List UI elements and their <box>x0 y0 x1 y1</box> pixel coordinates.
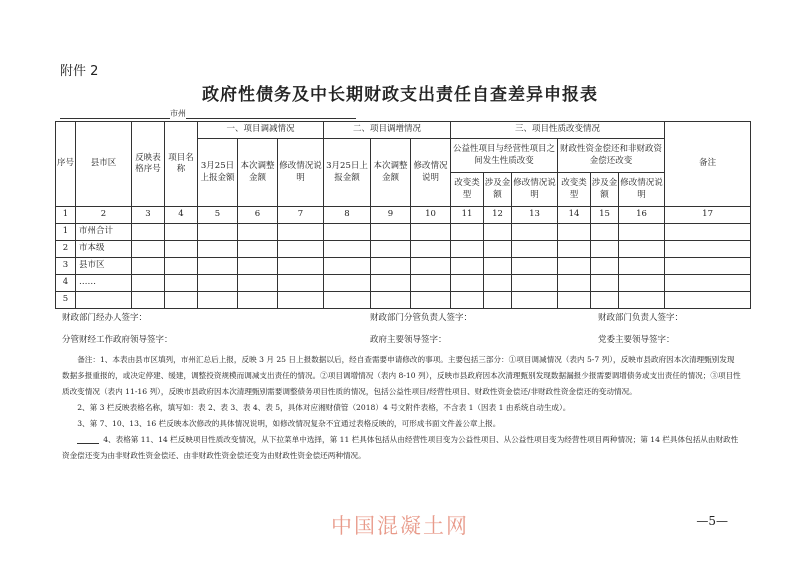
table-cell[interactable] <box>411 292 451 309</box>
table-cell[interactable] <box>198 241 238 258</box>
table-cell[interactable] <box>484 275 512 292</box>
header-county: 县市区 <box>76 122 132 207</box>
row-county: 县市区 <box>76 258 132 275</box>
header-g1-desc: 修改情况说明 <box>278 139 324 207</box>
header-change-type-2: 改变类型 <box>558 173 591 207</box>
col-number: 15 <box>591 207 619 224</box>
row-seq: 2 <box>56 241 76 258</box>
table-cell[interactable] <box>484 258 512 275</box>
table-cell[interactable] <box>371 258 411 275</box>
table-cell[interactable] <box>665 292 751 309</box>
table-row <box>56 275 751 292</box>
col-number: 5 <box>198 207 238 224</box>
table-cell[interactable] <box>132 241 165 258</box>
table-cell[interactable] <box>324 292 371 309</box>
table-cell[interactable] <box>132 275 165 292</box>
table-cell[interactable] <box>411 275 451 292</box>
table-cell[interactable] <box>371 292 411 309</box>
note-4 <box>62 432 742 464</box>
sig-gov-deputy: 分管财经工作政府领导签字： <box>62 335 173 345</box>
note-2: 2、第 3 栏反映表格名称，填写如：表 2、表 3、表 4、表 5，具体对应湘财债管（2018）4 号文附件表格，不含表 1（因表 1 由系统自动生成）。 <box>77 403 571 412</box>
table-row <box>56 292 751 309</box>
city-line <box>60 108 356 119</box>
table-cell[interactable] <box>198 258 238 275</box>
table-cell[interactable] <box>198 292 238 309</box>
col-number: 8 <box>324 207 371 224</box>
table-cell[interactable] <box>165 241 198 258</box>
table-row <box>56 224 751 241</box>
header-g2-reported: 3月25日上报金额 <box>324 139 371 207</box>
header-change-type-1: 改变类型 <box>451 173 484 207</box>
table-cell[interactable] <box>165 292 198 309</box>
table-cell[interactable] <box>558 292 591 309</box>
table-cell[interactable] <box>324 224 371 241</box>
table-cell[interactable] <box>665 258 751 275</box>
city-blank-2 <box>186 110 356 119</box>
table-cell[interactable] <box>198 275 238 292</box>
table-cell[interactable] <box>451 224 484 241</box>
page-number: —5— <box>696 514 728 528</box>
col-number: 12 <box>484 207 512 224</box>
note-3: 3、第 7、10、13、16 栏反映本次修改的具体情况说明，如修改情况复杂不宜通过表格反映的，可形成书面文件盖公章上报。 <box>77 419 501 428</box>
table-cell[interactable] <box>591 292 619 309</box>
table-cell[interactable] <box>619 292 665 309</box>
row-seq: 4 <box>56 275 76 292</box>
table-cell[interactable] <box>619 224 665 241</box>
header-group-decrease: 一、项目调减情况 <box>198 122 324 139</box>
table-cell[interactable] <box>278 258 324 275</box>
header-change-desc-2: 修改情况说明 <box>619 173 665 207</box>
col-number: 10 <box>411 207 451 224</box>
header-group-increase: 二、项目调增情况 <box>324 122 451 139</box>
sig-finance-deputy: 财政部门分管负责人签字： <box>370 313 473 323</box>
table-cell[interactable] <box>324 258 371 275</box>
header-group-nature-change: 三、项目性质改变情况 <box>451 122 665 139</box>
table-cell[interactable] <box>591 258 619 275</box>
table-cell[interactable] <box>238 258 278 275</box>
col-number: 1 <box>56 207 76 224</box>
table-cell[interactable] <box>371 275 411 292</box>
sig-gov-head: 政府主要领导签字： <box>370 335 447 345</box>
table-cell[interactable] <box>451 241 484 258</box>
header-form-seq: 反映表格序号 <box>132 122 165 207</box>
table-cell[interactable] <box>411 258 451 275</box>
table-cell[interactable] <box>512 258 558 275</box>
table-cell[interactable] <box>411 241 451 258</box>
table-cell[interactable] <box>665 224 751 241</box>
sig-finance-head: 财政部门负责人签字： <box>598 313 684 323</box>
sig-finance-handler: 财政部门经办人签字： <box>62 313 148 323</box>
city-suffix: 市州 <box>170 109 186 118</box>
table-cell[interactable] <box>238 224 278 241</box>
table-cell[interactable] <box>278 275 324 292</box>
header-remark: 备注 <box>665 122 751 207</box>
table-cell[interactable] <box>165 224 198 241</box>
row-county: 市州合计 <box>76 224 132 241</box>
table-cell[interactable] <box>411 224 451 241</box>
table-cell[interactable] <box>132 224 165 241</box>
col-number: 4 <box>165 207 198 224</box>
table-cell[interactable] <box>278 292 324 309</box>
table-cell[interactable] <box>451 258 484 275</box>
col-number: 11 <box>451 207 484 224</box>
table-cell[interactable] <box>238 292 278 309</box>
table-cell[interactable] <box>278 224 324 241</box>
table-cell[interactable] <box>591 224 619 241</box>
row-county: …… <box>76 275 132 292</box>
table-cell[interactable] <box>665 275 751 292</box>
table-cell[interactable] <box>484 292 512 309</box>
table-cell[interactable] <box>451 275 484 292</box>
table-cell[interactable] <box>324 275 371 292</box>
header-g3-sub-public: 公益性项目与经营性项目之间发生性质改变 <box>451 139 558 173</box>
col-number: 7 <box>278 207 324 224</box>
header-g1-adjust: 本次调整金额 <box>238 139 278 207</box>
table-row <box>56 258 751 275</box>
row-county <box>76 292 132 309</box>
table-cell[interactable] <box>132 292 165 309</box>
col-number: 6 <box>238 207 278 224</box>
table-cell[interactable] <box>558 275 591 292</box>
row-seq: 1 <box>56 224 76 241</box>
city-blank <box>60 110 170 119</box>
table-cell[interactable] <box>512 275 558 292</box>
table-cell[interactable] <box>665 241 751 258</box>
table-cell[interactable] <box>619 258 665 275</box>
table-cell[interactable] <box>278 241 324 258</box>
col-number: 3 <box>132 207 165 224</box>
underline-mark <box>77 437 99 444</box>
header-seq: 序号 <box>56 122 76 207</box>
col-number: 14 <box>558 207 591 224</box>
notes-section <box>62 352 742 464</box>
table-cell[interactable] <box>132 258 165 275</box>
header-amount-2: 涉及金额 <box>591 173 619 207</box>
note-4-text: 4、表格第 11、14 栏反映项目性质改变情况，从下拉菜单中选择，第 11 栏具体包括从由经营性项目变为公益性项目、从公益性项目变为经营性项目两种情况；第 14 栏具体包括从由财政性资金偿还变为由非财政性资金偿还、由非财政性资金偿还变为由财政性资金偿还两种情况。 <box>62 435 739 460</box>
table-cell[interactable] <box>558 241 591 258</box>
note-1: 备注：1、本表由县市区填列，市州汇总后上报，反映 3 月 25 日上报数据以后，经自查需要申请修改的事项。主要包括三部分：①项目调减情况（表内 5-7 列），反映市县政府因本次清理甄别发现数据多报重报的，或决定停建、缓建，调整投资规模而调减支出责任的情况。②项目调增情况（表内 8-10 列），反映市县政府因本次清理甄别发现数据漏报少报需要调增债务或支出责任的情况；③项目性质改变情况（表内 11-16 列），反映市县政府因本次清理甄别需要调整债务项目性质的情况，包括公益性项目/经营性项目、财政性资金偿还/非财政性资金偿还的变动情况。 <box>62 355 741 396</box>
row-county: 市本级 <box>76 241 132 258</box>
table-cell[interactable] <box>165 258 198 275</box>
table-cell[interactable] <box>324 241 371 258</box>
table-cell[interactable] <box>619 275 665 292</box>
header-item-name: 项目名称 <box>165 122 198 207</box>
header-g2-adjust: 本次调整金额 <box>371 139 411 207</box>
header-amount-1: 涉及金额 <box>484 173 512 207</box>
row-seq: 5 <box>56 292 76 309</box>
table-row <box>56 241 751 258</box>
table-cell[interactable] <box>484 224 512 241</box>
table-cell[interactable] <box>558 224 591 241</box>
report-table <box>55 121 751 309</box>
table-cell[interactable] <box>591 275 619 292</box>
table-cell[interactable] <box>238 275 278 292</box>
table-cell[interactable] <box>619 241 665 258</box>
row-seq: 3 <box>56 258 76 275</box>
header-g3-sub-funding: 财政性资金偿还和非财政资金偿还改变 <box>558 139 665 173</box>
page-title: 政府性债务及中长期财政支出责任自查差异申报表 <box>202 85 598 105</box>
table-cell[interactable] <box>451 292 484 309</box>
col-number: 2 <box>76 207 132 224</box>
table-cell[interactable] <box>558 258 591 275</box>
table-cell[interactable] <box>484 241 512 258</box>
header-g2-desc: 修改情况说明 <box>411 139 451 207</box>
watermark-text: 中国混凝土网 <box>331 514 469 538</box>
header-g1-reported: 3月25日上报金额 <box>198 139 238 207</box>
table-cell[interactable] <box>512 241 558 258</box>
table-cell[interactable] <box>591 241 619 258</box>
table-cell[interactable] <box>165 275 198 292</box>
sig-party-head: 党委主要领导签字： <box>598 335 675 345</box>
col-number: 13 <box>512 207 558 224</box>
table-cell[interactable] <box>512 224 558 241</box>
col-number: 17 <box>665 207 751 224</box>
header-change-desc-1: 修改情况说明 <box>512 173 558 207</box>
col-number: 16 <box>619 207 665 224</box>
table-cell[interactable] <box>371 241 411 258</box>
table-cell[interactable] <box>198 224 238 241</box>
attachment-label: 附件 2 <box>60 64 99 79</box>
table-cell[interactable] <box>238 241 278 258</box>
table-cell[interactable] <box>512 292 558 309</box>
col-number: 9 <box>371 207 411 224</box>
column-number-row <box>56 207 751 224</box>
table-cell[interactable] <box>371 224 411 241</box>
